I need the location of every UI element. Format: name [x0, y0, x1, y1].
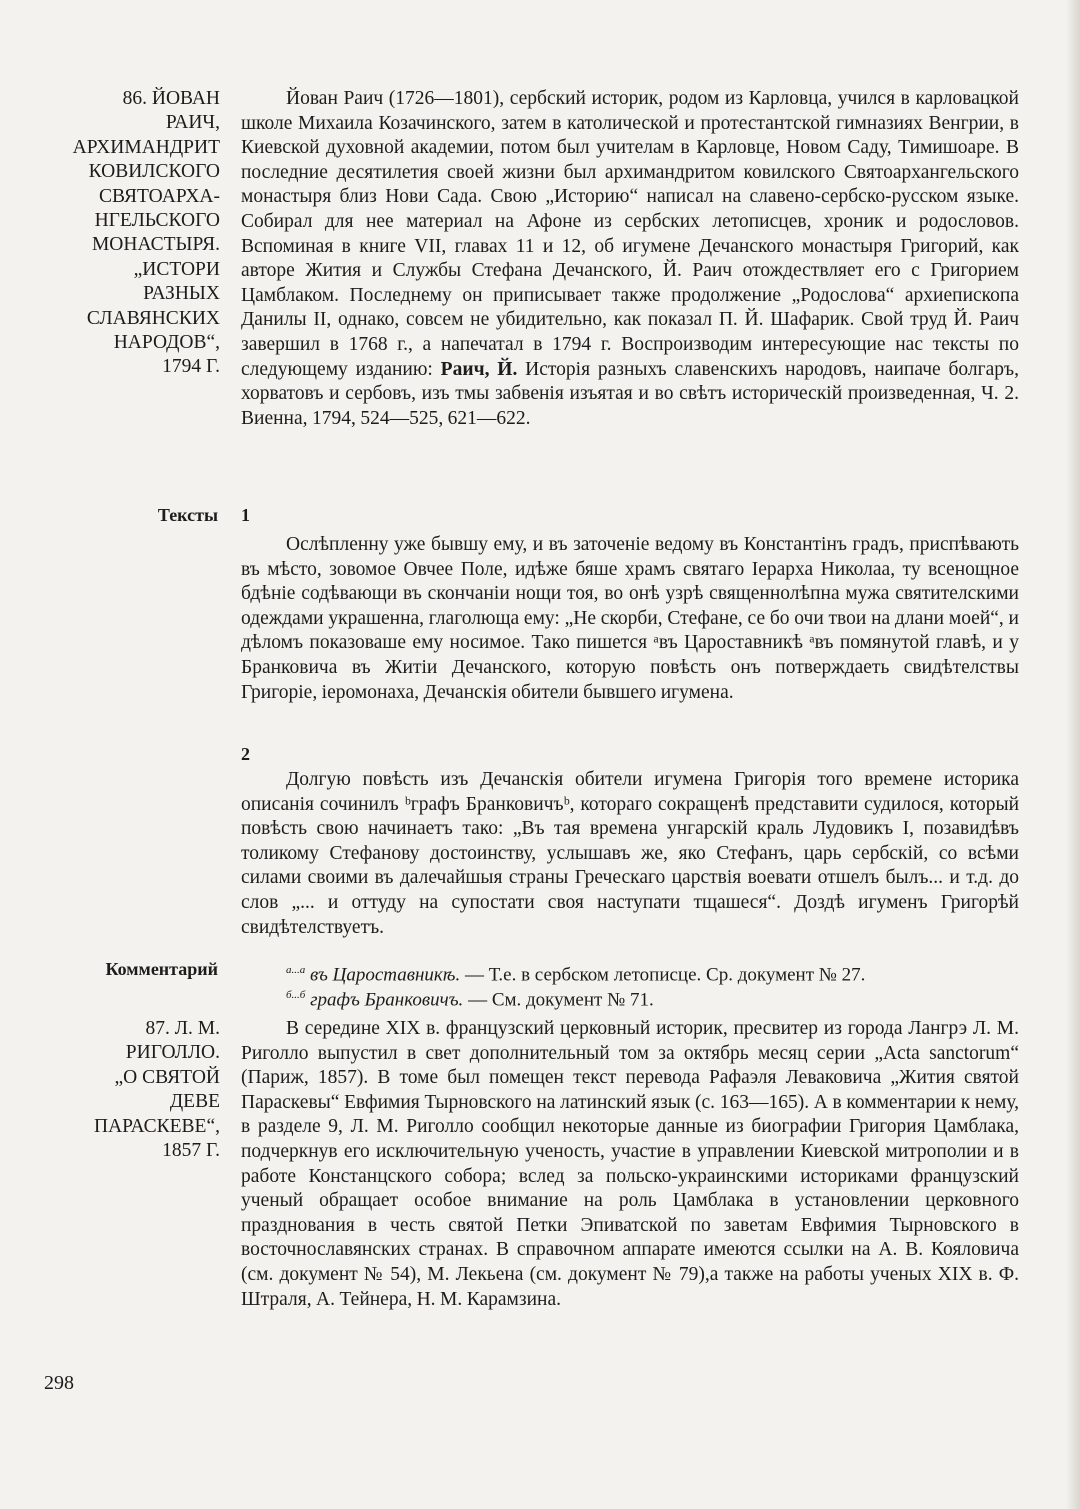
- commentary-note-b: $^{б...б}$ графъ Бранковичъ. — См. документ № 71.: [286, 989, 654, 1011]
- footnote-marker: б...б: [286, 989, 306, 1001]
- author-reference: Раич, Й.: [440, 358, 518, 380]
- text-2-number: 2: [241, 744, 250, 764]
- commentary-label: Комментарий: [105, 959, 218, 979]
- commentary-note-a: $^{а...а}$ въ Цароставникѣ. — Т.е. в сербском летописце. Ср. документ № 27.: [286, 964, 866, 986]
- entry-87-heading: 87. Л. М. РИГОЛЛО. „О СВЯТОЙ ДЕВЕ ПАРАСКЕВЕ“, 1857 Г.: [94, 1018, 220, 1162]
- entry-87-paragraph: В середине XIX в. французский церковный историк, пресвитер из города Лангрэ Л. М. Риголло выпустил в свет дополнительный том за октябрь месяц серии „Acta sanctorum“ (Париж, 1857). В томе был помещен текст перевода Рафаэля Леваковича „Жития святой Параскевы“ Евфимия Тырновского на латинский язык (с. 163—165). А в комментарии к нему, в разделе 9, Л. М. Риголло сообщил некоторые данные из биографии Григория Цамблака, подчеркнув его исключительную ученость, участие в управлении Киевской митрополии и в работе Констанцского собора; вслед за польско-украинскими историками французский ученый обращает особое внимание на роль Цамблака в установлении церковного празднования в честь святой Петки Эпиватской по заветам Евфимия Тырновского в восточнославянских странах. В справочном аппарате имеются ссылки на А. В. Кояловича (см. документ № 54), М. Лекьена (см. документ № 79),а также на работы ученых XIX в. Ф. Штраля, А. Тейнера, Н. М. Карамзина.: [241, 1018, 1019, 1310]
- footnote-marker: а...а: [286, 964, 306, 976]
- entry-86-paragraph: Йован Раич (1726—1801), сербский историк, родом из Карловца, учился в карловацкой школе Михаила Козачинского, затем в католической и протестантской гимназиях Венгрии, в Киевской духовной академии, потом был учителам в Карловце, Новом Саду, Тимишоаре. В последние десятилетия своей жизни был архимандритом ковилского Святоархангельского монастыря близ Нови Сада. Свою „Историю“ написал на славено-сербско-русском языке. Собирал для нее материал на Афоне из сербских летописцев, хроник и родословов. Вспоминая в книге VII, главах 11 и 12, об игумене Дечанского монастыря Григорий, как авторе Жития и Службы Стефана Дечанского, Й. Раич отождествляет его с Григорием Цамблаком. Последнему он приписывает также продолжение „Родослова“ архиепископа Данилы II, однако, совсем не убидительно, как показал П. Й. Шафарик. Свой труд Й. Раич завершил в 1768 г., а напечатал в 1794 г. Воспроизводим интересующие нас тексты по следующему изданию: Раич, Й. Исторія разныхъ славенскихъ народовъ, наипаче болгаръ, хорватовъ и сербовъ, изъ тмы забвенія изъятая и во свѣтъ историческій произведенная, Ч. 2. Виенна, 1794, 524—525, 621—622.: [241, 88, 1020, 429]
- text-1-number: 1: [241, 505, 250, 525]
- entry-86-heading: 86. ЙОВАН РАИЧ, АРХИМАНДРИТ КОВИЛСКОГО СВЯТОАРХА- НГЕЛЬСКОГО МОНАСТЫРЯ. „ИСТОРИ РАЗНЫХ СЛАВЯНСКИХ НАРОДОВ“, 1794 Г.: [72, 88, 220, 378]
- text-1-body: Ослѣпленну уже бывшу ему, и въ заточеніе ведому въ Константінъ градъ, приспѣвають въ мѣсто, зовомое Овчее Поле, идѣже бяше храмъ святаго Іерарха Николаа, ту всенощное бдѣніе содѣвающи въ скончаніи нощи тоя, во онѣ узрѣ священнолѣпна мужа святителскими одеждами украшенна, глаголюща ему: „Не скорби, Стефане, се бо очи твои на длани моей“, и дѣломъ показоваше ему носимое. Тако пишется ᵃвъ Цароставникѣ ᵃвъ помянутой главѣ, и у Бранковича въ Житіи Дечанского, которую повѣсть онъ потверждаеть свидѣтелствы Григоріе, іеромонаха, Дечанскія обители бывшего игумена.: [241, 534, 1019, 703]
- text-2-body: Долгую повѣсть изъ Дечанскія обители игумена Григорія того времене историка описанія сочинилъ ᵇграфъ Бранковичъᵇ, котораго сокращенѣ представити судилося, который повѣсть свою начинаетъ тако: „Въ тая времена унгарскій краль Лудовикъ I, позавидѣвъ толикому Стефанову достоинству, услышавъ же, яко Стефанъ, царь сербскій, со всѣми силами своими въ далечайшыя страны Греческаго царствія воевати отшелъ былъ... и т.д. до слов „... и оттуду на супостати своя наступати тщашеся“. Доздѣ игуменъ Григорѣй свидѣтелствуетъ.: [241, 769, 1019, 938]
- page-number: 298: [44, 1372, 74, 1394]
- page-edge-shadow: [1066, 0, 1080, 1509]
- texts-label: Тексты: [157, 505, 218, 525]
